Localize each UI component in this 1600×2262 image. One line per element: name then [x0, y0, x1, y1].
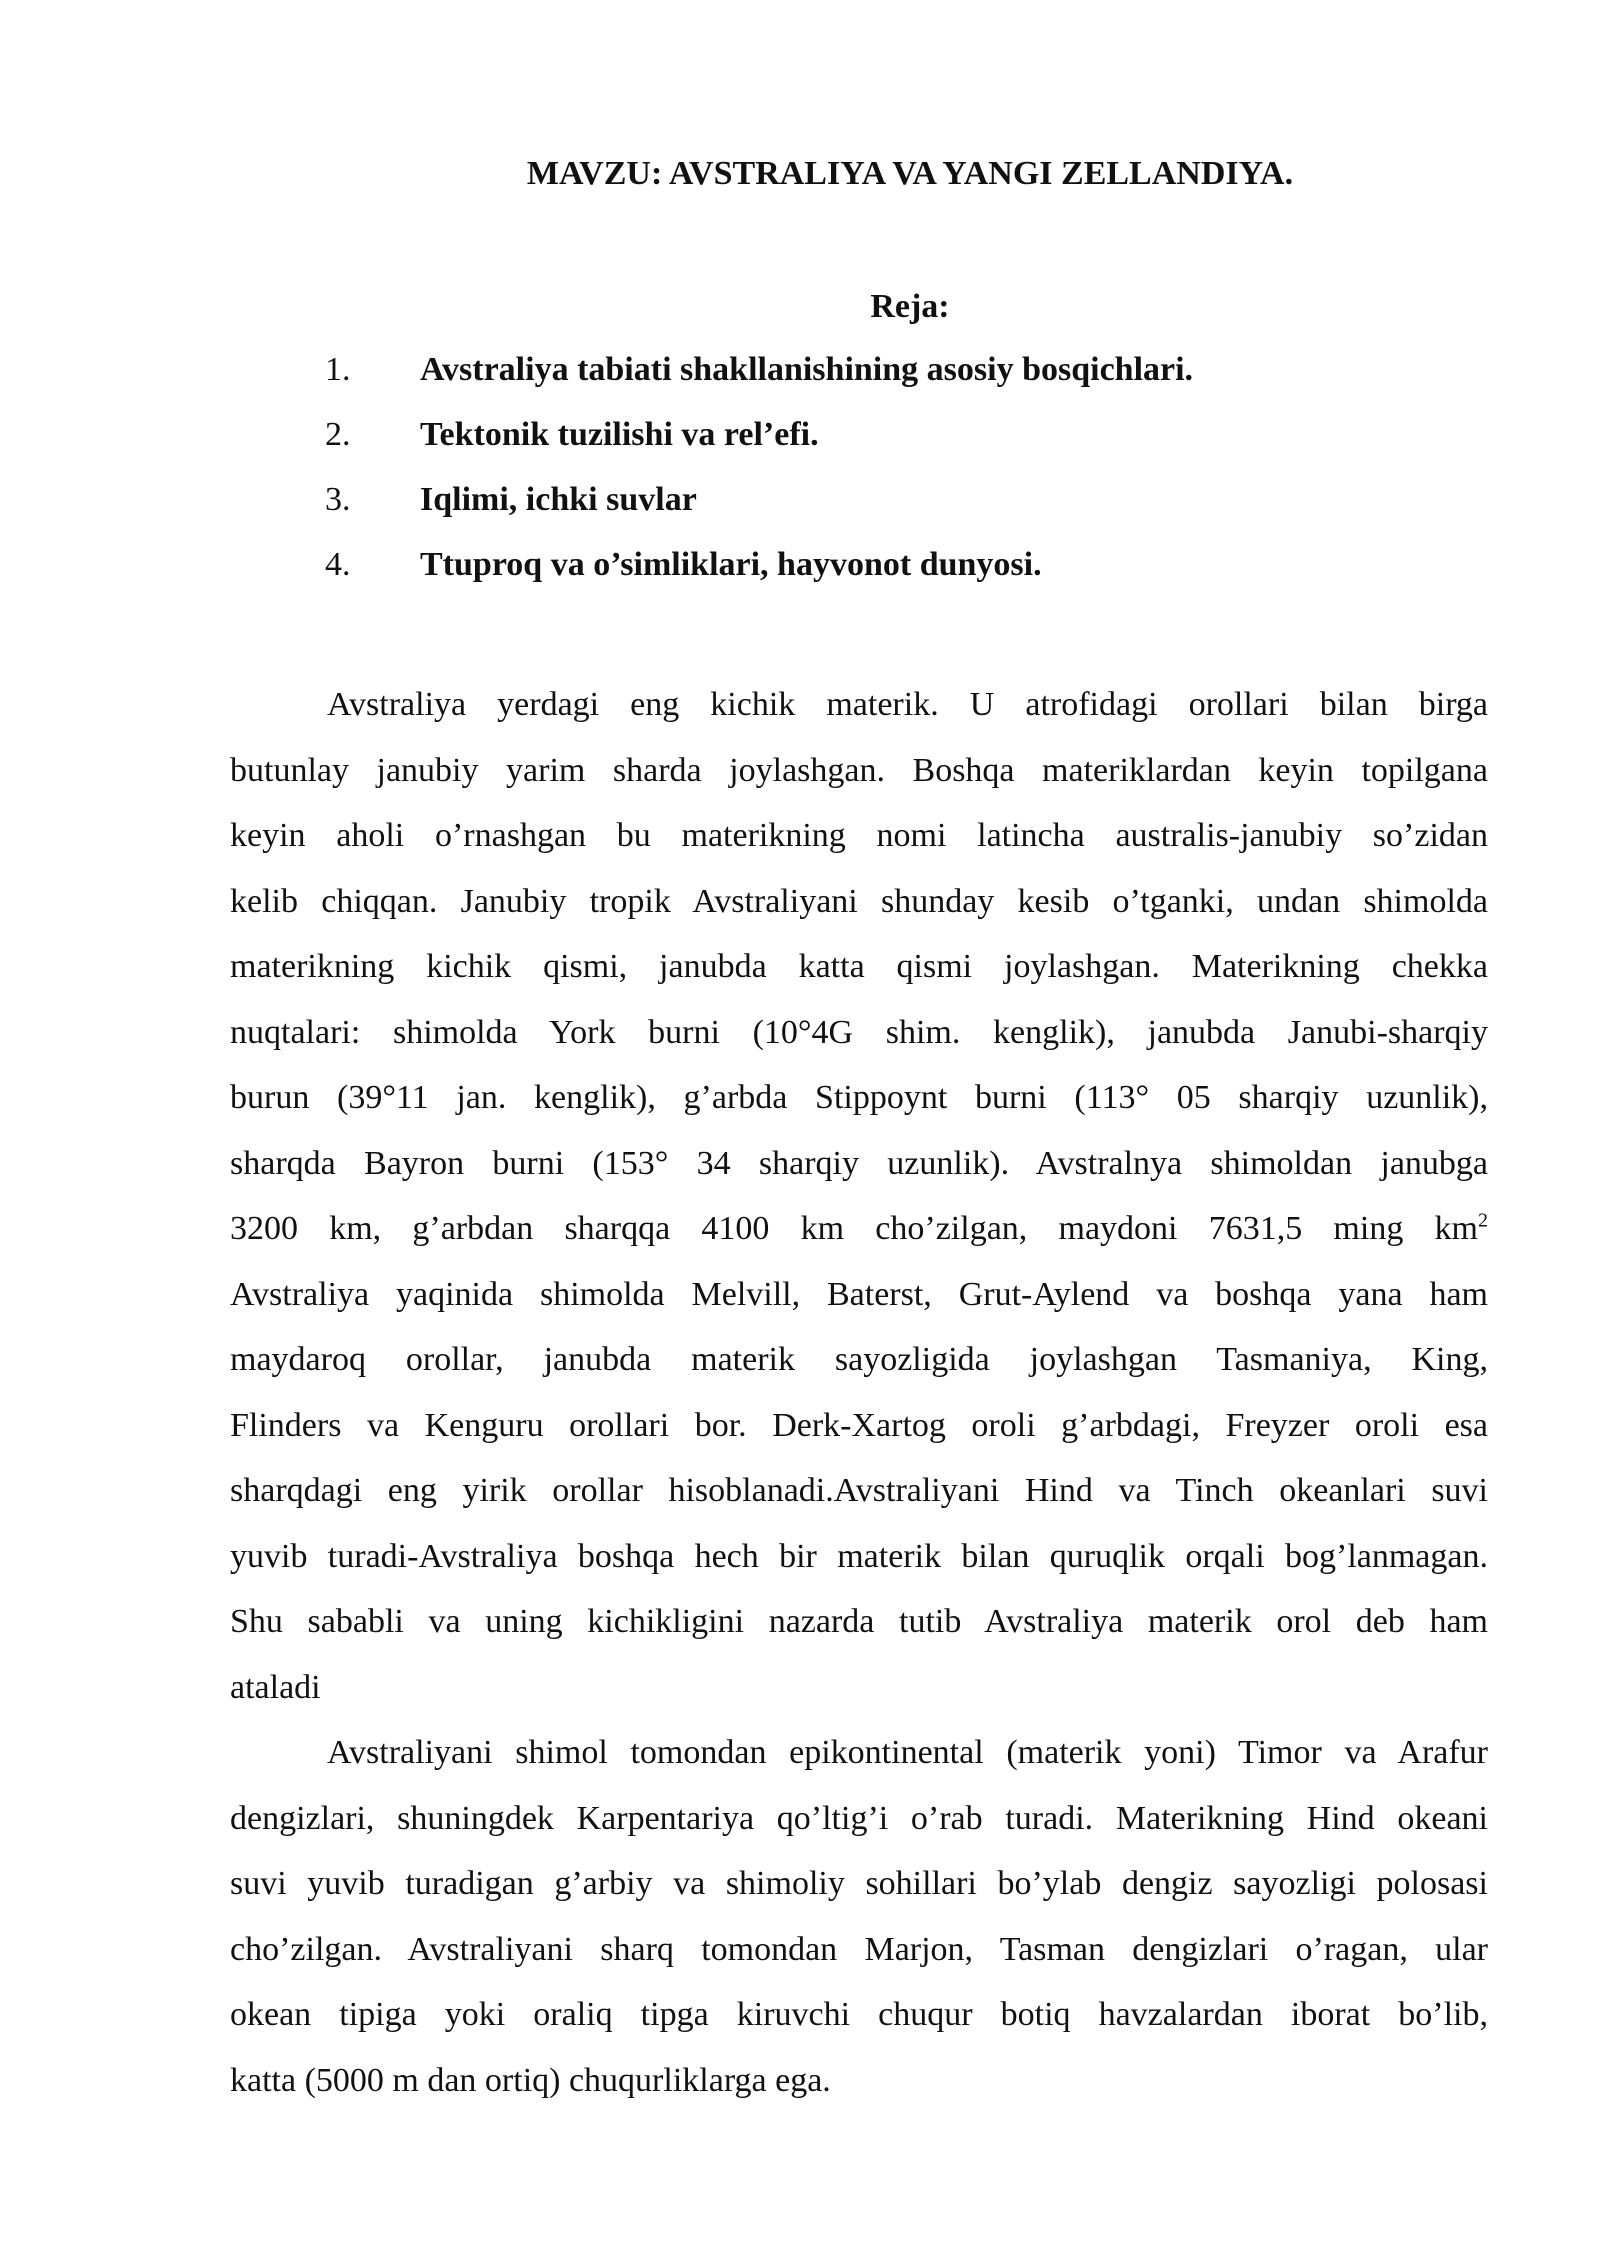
text-line: sharqdagi eng yirik orollar hisoblanadi.Avstraliyani Hind va Tinch okeanlari suvi — [230, 1472, 1488, 1509]
text-line: Avstraliyani shimol tomondan epikontinental (materik yoni) Timor va Arafur — [327, 1734, 1488, 1771]
plan-item — [325, 348, 1193, 413]
text-line: dengizlari, shuningdek Karpentariya qo’ltig’i o’rab turadi. Materikning Hind okeani — [230, 1799, 1488, 1837]
text-line: sharqda Bayron burni (153° 34 sharqiy uzunlik). Avstralnya shimoldan janubga — [230, 1144, 1488, 1182]
body-text — [230, 672, 1488, 2113]
text-line-with-superscript — [230, 1196, 1488, 1262]
text-line: yuvib turadi-Avstraliya boshqa hech bir materik bilan quruqlik orqali bog’lanmagan. — [230, 1537, 1488, 1575]
plan-item-number: 1. — [325, 351, 351, 388]
text-line: katta (5000 m dan ortiq) chuqurliklarga ega. — [230, 2061, 831, 2099]
plan-item — [325, 413, 1193, 478]
plan-item-number: 2. — [325, 416, 351, 453]
plan-item-text: Ttuproq va o’simliklari, hayvonot dunyosi. — [420, 546, 1042, 583]
plan-item — [325, 478, 1193, 543]
text-line: cho’zilgan. Avstraliyani sharq tomondan Marjon, Tasman dengizlari o’ragan, ular — [230, 1930, 1488, 1968]
text-line: maydaroq orollar, janubda materik sayozligida joylashgan Tasmaniya, King, — [230, 1341, 1488, 1378]
text-line: butunlay janubiy yarim sharda joylashgan. Boshqa materiklardan keyin topilgana — [230, 751, 1488, 789]
document-title: MAVZU: AVSTRALIYA VA YANGI ZELLANDIYA. — [526, 155, 1294, 192]
text-line: 3200 km, g’arbdan sharqqa 4100 km cho’zilgan, maydoni 7631,5 ming km — [230, 1210, 1478, 1247]
plan-heading: Reja: — [870, 288, 950, 325]
paragraph-2 — [230, 1720, 1488, 2113]
plan-item-number: 4. — [325, 546, 351, 583]
text-line: nuqtalari: shimolda York burni (10°4G shim. kenglik), janubda Janubi-sharqiy — [230, 1013, 1488, 1051]
text-line: Avstraliya yerdagi eng kichik materik. U atrofidagi orollari bilan birga — [327, 686, 1488, 723]
area-superscript: 2 — [1478, 1209, 1488, 1232]
text-line: burun (39°11 jan. kenglik), g’arbda Stippoynt burni (113° 05 sharqiy uzunlik), — [230, 1079, 1488, 1116]
text-line: keyin aholi o’rnashgan bu materikning nomi latincha australis-janubiy so’zidan — [230, 817, 1488, 854]
text-line: materikning kichik qismi, janubda katta qismi joylashgan. Materikning chekka — [230, 948, 1488, 985]
text-line: Avstraliya yaqinida shimolda Melvill, Baterst, Grut-Aylend va boshqa yana ham — [230, 1275, 1488, 1313]
plan-item-text: Tektonik tuzilishi va rel’efi. — [420, 416, 819, 453]
text-line: ataladi — [230, 1668, 321, 1706]
plan-item-text: Avstraliya tabiati shakllanishining asosiy bosqichlari. — [420, 351, 1194, 388]
plan-list — [325, 348, 1193, 608]
paragraph-1 — [230, 672, 1488, 1720]
text-line: okean tipiga yoki oraliq tipga kiruvchi chuqur botiq havzalardan iborat bo’lib, — [230, 1996, 1488, 2033]
text-line: suvi yuvib turadigan g’arbiy va shimoliy sohillari bo’ylab dengiz sayozligi polosasi — [230, 1865, 1488, 1902]
plan-item-number: 3. — [325, 481, 351, 518]
plan-item-text: Iqlimi, ichki suvlar — [420, 481, 697, 518]
text-line: Shu sababli va uning kichikligini nazarda tutib Avstraliya materik orol deb ham — [230, 1603, 1488, 1640]
text-line: kelib chiqqan. Janubiy tropik Avstraliyani shunday kesib o’tganki, undan shimolda — [230, 882, 1488, 920]
plan-item — [325, 543, 1193, 608]
text-line: Flinders va Kenguru orollari bor. Derk-Xartog oroli g’arbdagi, Freyzer oroli esa — [230, 1406, 1488, 1444]
